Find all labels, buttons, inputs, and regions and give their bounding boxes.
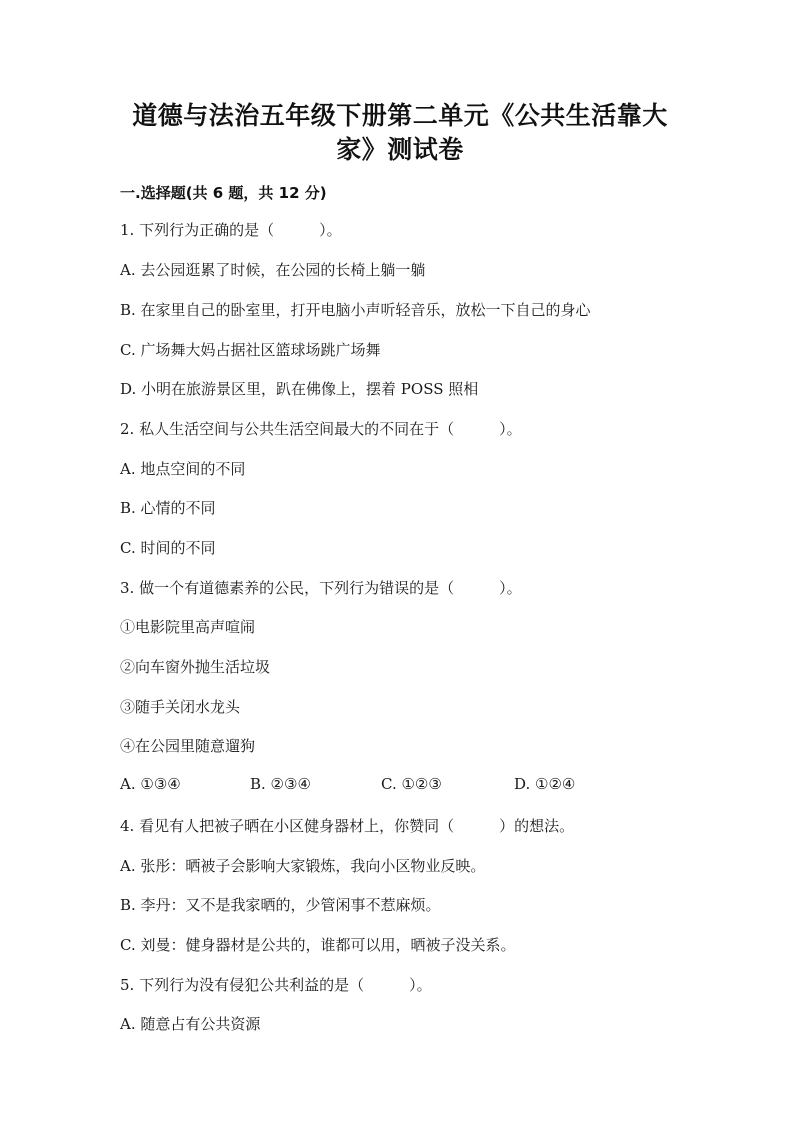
- question-3-option-b: B. ②③④: [250, 775, 311, 793]
- question-1-option-c: C. 广场舞大妈占据社区篮球场跳广场舞: [120, 341, 381, 359]
- question-4-option-b: B. 李丹：又不是我家晒的，少管闲事不惹麻烦。: [120, 896, 441, 914]
- question-1-stem: 1. 下列行为正确的是（ ）。: [120, 221, 342, 239]
- question-4-option-c: C. 刘曼：健身器材是公共的，谁都可以用，晒被子没关系。: [120, 936, 516, 954]
- question-2-option-c: C. 时间的不同: [120, 539, 216, 557]
- question-2-option-a: A. 地点空间的不同: [120, 460, 246, 478]
- question-4-option-a: A. 张彤：晒被子会影响大家锻炼，我向小区物业反映。: [120, 857, 486, 875]
- question-5-stem: 5. 下列行为没有侵犯公共利益的是（ ）。: [120, 976, 432, 994]
- question-1-option-a: A. 去公园逛累了时候，在公园的长椅上躺一躺: [120, 261, 426, 279]
- question-4-stem: 4. 看见有人把被子晒在小区健身器材上，你赞同（ ）的想法。: [120, 817, 575, 835]
- question-3-item-1: ①电影院里高声喧闹: [120, 618, 256, 636]
- question-2-stem: 2. 私人生活空间与公共生活空间最大的不同在于（ ）。: [120, 420, 522, 438]
- question-3-item-3: ③随手关闭水龙头: [120, 698, 241, 716]
- question-1-option-b: B. 在家里自己的卧室里，打开电脑小声听轻音乐，放松一下自己的身心: [120, 301, 591, 319]
- question-3-item-2: ②向车窗外抛生活垃圾: [120, 658, 271, 676]
- section-heading: 一.选择题(共 6 题，共 12 分): [120, 184, 327, 202]
- question-3-option-c: C. ①②③: [381, 775, 442, 793]
- question-3-stem: 3. 做一个有道德素养的公民，下列行为错误的是（ ）。: [120, 579, 522, 597]
- question-2-option-b: B. 心情的不同: [120, 499, 216, 517]
- exam-title-line1: 道德与法治五年级下册第二单元《公共生活靠大: [132, 101, 668, 130]
- question-3-option-d: D. ①②④: [514, 775, 576, 793]
- question-3-item-4: ④在公园里随意遛狗: [120, 737, 256, 755]
- question-5-option-a: A. 随意占有公共资源: [120, 1015, 261, 1033]
- exam-title-line2: 家》测试卷: [336, 135, 464, 164]
- question-3-option-a: A. ①③④: [120, 775, 181, 793]
- question-1-option-d: D. 小明在旅游景区里，趴在佛像上，摆着 POSS 照相: [120, 380, 479, 398]
